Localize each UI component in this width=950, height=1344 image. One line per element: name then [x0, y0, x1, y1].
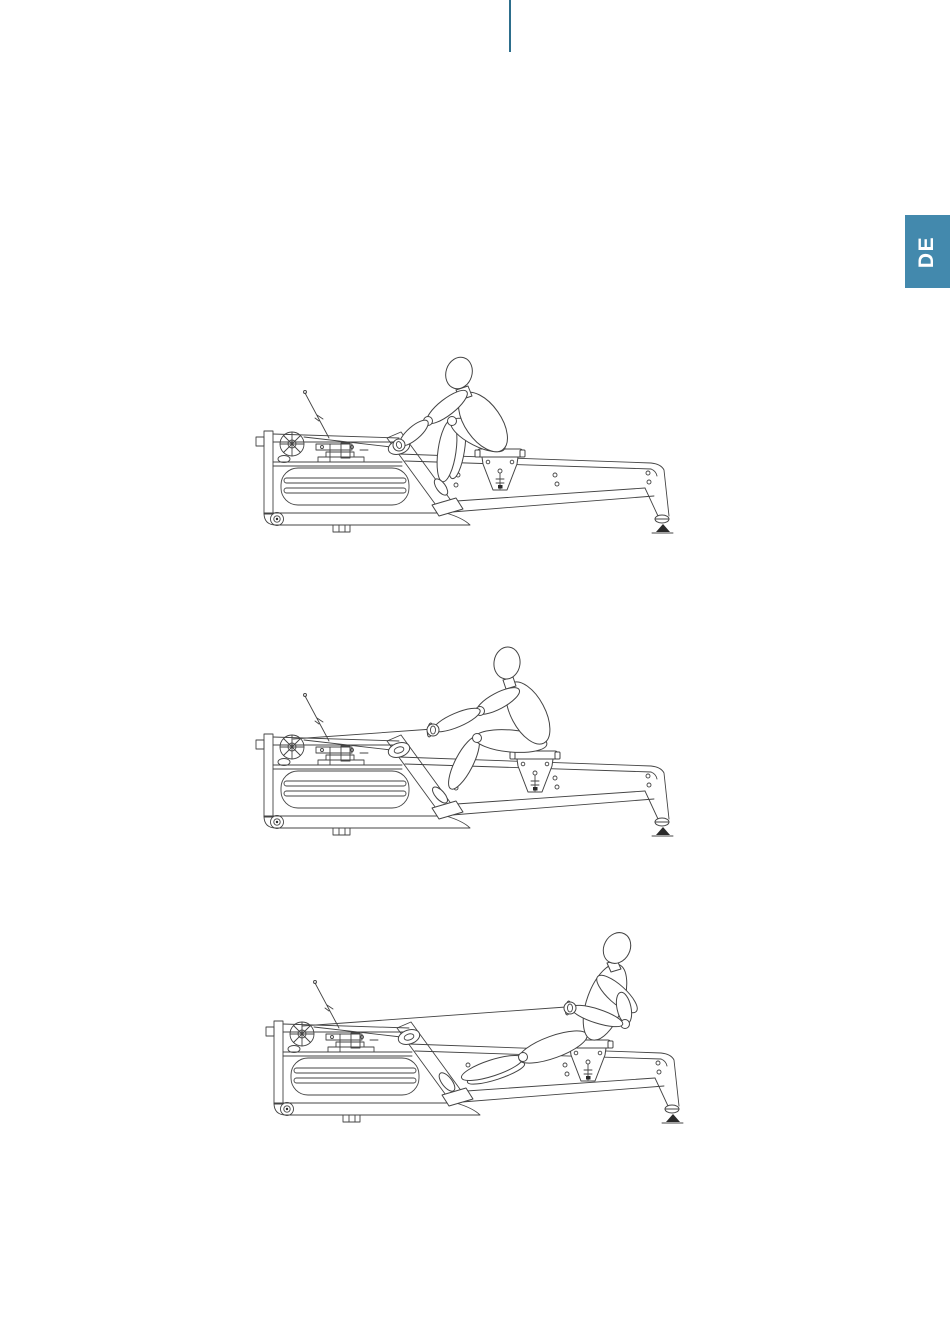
language-tab-label: DE [915, 235, 939, 268]
recoil-strap [302, 1007, 566, 1026]
illustration-finish-position [266, 928, 683, 1123]
illustration-drive-position [256, 645, 673, 836]
figure-finish [436, 928, 642, 1094]
recoil-strap [293, 729, 433, 739]
illustration-catch-position [256, 354, 673, 533]
